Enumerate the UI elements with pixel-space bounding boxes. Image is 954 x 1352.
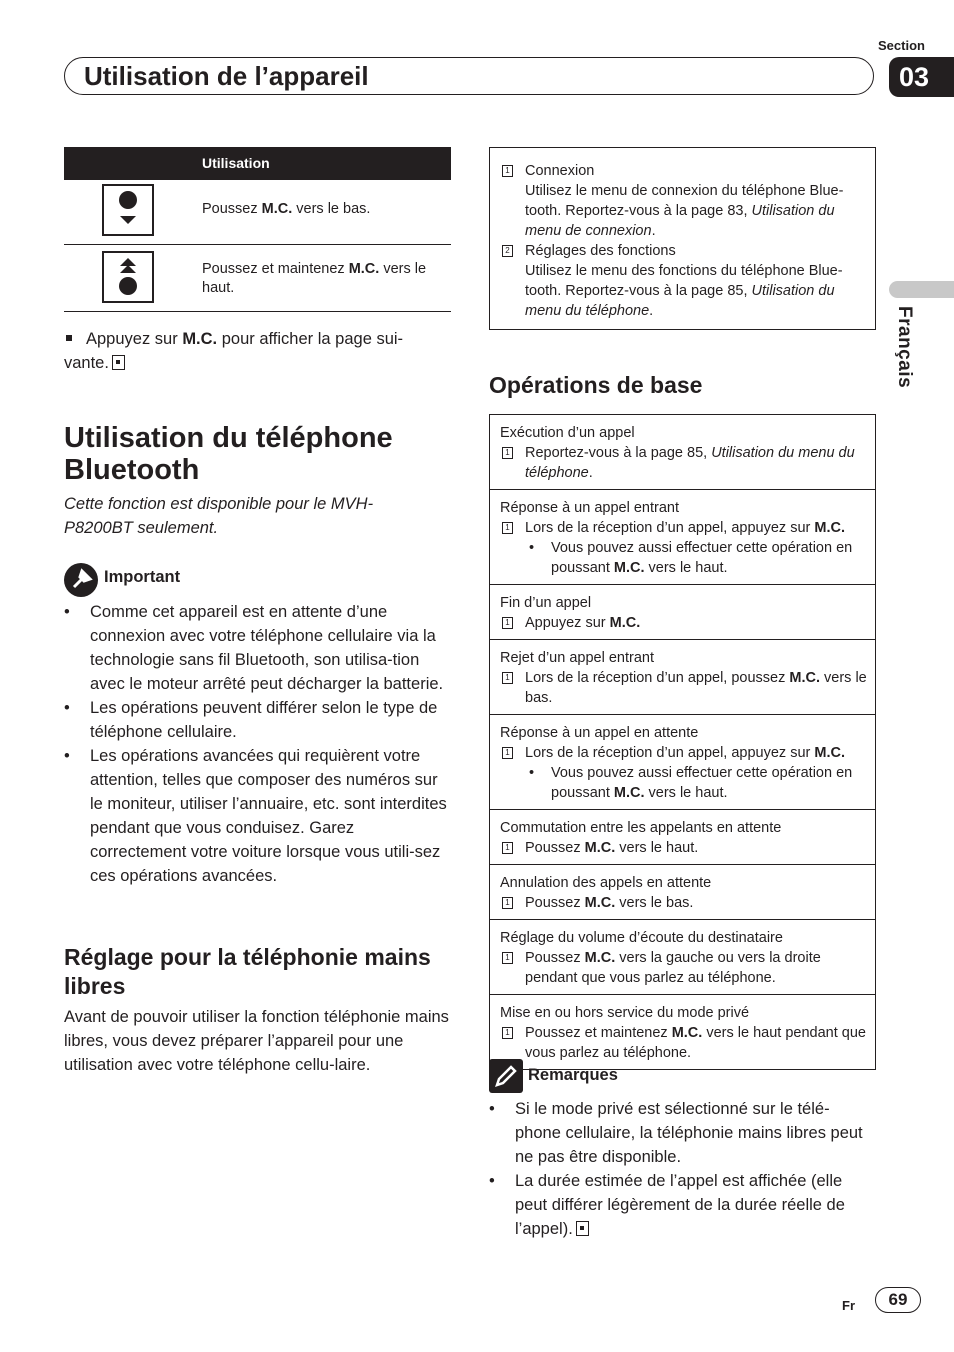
operation-step: 1 Poussez M.C. vers le bas. [500,893,867,913]
operation-step: 1 Lors de la réception d’un appel, poussez M.C. vers le bas. [500,668,867,708]
end-of-section-icon [576,1221,589,1236]
list-item: • La durée estimée de l’appel est affichée (elle peut différer légèrement de la durée réelle de l’appel). [489,1169,869,1241]
operation-row [490,490,875,585]
operation-title: Réponse à un appel entrant [500,500,679,516]
operation-title: Réponse à un appel en attente [500,725,699,741]
operation-row [490,715,875,810]
page-title: Utilisation de l’appareil [84,61,369,91]
usage-table-header: Utilisation [64,147,451,180]
list-item: • Les opérations avancées qui requièrent votre attention, telles que composer des numéros sur le moniteur, utiliser l’annuaire, etc. sont interdites pendant que vous conduisez. Garez correctement votre voiture lorsque vous utili-sez ces opérations avancées. [64,744,449,888]
important-list [64,600,449,888]
list-item: • Les opérations peuvent différer selon le type de téléphone cellulaire. [64,696,449,744]
footer-language: Fr [842,1298,855,1313]
operation-step: 1 Lors de la réception d’un appel, appuyez sur M.C. [500,518,867,538]
operation-row [490,920,875,995]
section-number: 03 [889,57,954,97]
menu-item-connection: 1 Connexion Utilisez le menu de connexion du téléphone Blue-tooth. Reportez-vous à la page 83, Utilisation du menu de connexion. [500,161,867,241]
operation-title: Mise en ou hors service du mode privé [500,1005,750,1021]
table-row [64,245,451,312]
operation-row [490,415,875,490]
basic-ops-table [489,414,876,1070]
operation-row [490,995,875,1069]
handsfree-heading: Réglage pour la téléphonie mains libres [64,944,431,999]
list-item: • Si le mode privé est sélectionné sur le télé-phone cellulaire, la téléphonie mains libres peut ne pas être disponible. [489,1097,869,1169]
operation-sub-note: • Vous pouvez aussi effectuer cette opération en poussant M.C. vers le haut. [500,763,867,803]
operation-row [490,865,875,920]
operation-title: Rejet d’un appel entrant [500,650,654,666]
operation-step: 1 Poussez M.C. vers la gauche ou vers la droite pendant que vous parlez au téléphone. [500,948,867,988]
operation-step: 1 Poussez M.C. vers le haut. [500,838,867,858]
operation-step: 1 Appuyez sur M.C. [500,613,867,633]
list-item: • Comme cet appareil est en attente d’une connexion avec votre téléphone cellulaire via la technologie sans fil Bluetooth, son utilisa-tion avec le moteur arrêté peut décharger la batterie. [64,600,449,696]
joystick-down-icon [102,184,154,236]
operation-title: Réglage du volume d’écoute du destinataire [500,930,783,946]
next-page-note: Appuyez sur M.C. pour afficher la page sui-vante. [64,330,404,372]
operation-title: Commutation entre les appelants en attente [500,820,782,836]
menu-item-functions: 2 Réglages des fonctions Utilisez le menu des fonctions du téléphone Blue-tooth. Reportez-vous à la page 85, Utilisation du menu du téléphone. [500,241,867,321]
operation-title: Fin d’un appel [500,595,592,611]
page-number: 69 [875,1287,921,1313]
section-label: Section [878,38,925,53]
handsfree-body: Avant de pouvoir utiliser la fonction téléphonie mains libres, vous devez préparer l’appareil pour une utilisation avec votre téléphone cellu-laire. [64,1008,449,1074]
table-row [64,180,451,245]
notes-icon [489,1059,523,1093]
usage-description: Poussez M.C. vers le bas. [202,201,371,217]
usage-table [64,147,451,312]
availability-note: Cette fonction est disponible pour le MVH-P8200BT seulement. [64,495,374,537]
joystick-up-hold-icon [102,251,154,303]
notes-label: Remarques [528,1066,618,1084]
operation-row [490,810,875,865]
basic-ops-heading: Opérations de base [489,372,703,398]
notes-list [489,1097,869,1241]
operation-sub-note: • Vous pouvez aussi effectuer cette opération en poussant M.C. vers le haut. [500,538,867,578]
bluetooth-heading: Utilisation du téléphone Bluetooth [64,422,393,486]
operation-step: 1 Lors de la réception d’un appel, appuyez sur M.C. [500,743,867,763]
usage-description: Poussez et maintenez M.C. vers le haut. [202,261,427,296]
operation-title: Exécution d’un appel [500,425,635,441]
operation-row [490,640,875,715]
operation-step: 1 Reportez-vous à la page 85, Utilisation du menu du téléphone. [500,443,867,483]
square-bullet-icon [66,335,72,341]
important-icon [64,563,98,597]
language-label: Français [894,306,915,389]
menu-box [489,147,876,330]
operation-step: 1 Poussez et maintenez M.C. vers le haut pendant que vous parlez au téléphone. [500,1023,867,1063]
language-tab [889,281,954,298]
operation-row [490,585,875,640]
end-of-section-icon [112,355,125,370]
important-label: Important [104,568,181,586]
operation-title: Annulation des appels en attente [500,875,712,891]
